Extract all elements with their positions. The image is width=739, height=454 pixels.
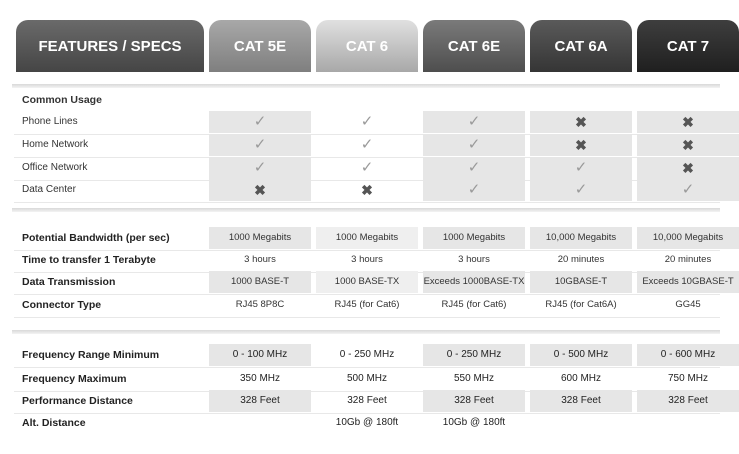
check-icon: ✓ (360, 136, 374, 153)
check-icon: ✓ (253, 136, 267, 153)
check-icon: ✓ (574, 181, 588, 198)
row-label: Phone Lines (22, 116, 78, 127)
frequency-cell: 0 - 600 MHz (637, 344, 739, 366)
spec-cell: Exceeds 1000BASE-TX (423, 271, 525, 293)
column-header-cat7 (637, 20, 739, 72)
cross-icon: ✖ (682, 114, 694, 130)
spec-cell: 1000 Megabits (423, 227, 525, 249)
column-header-label: CAT 6E (447, 37, 501, 55)
spec-cell: 1000 Megabits (209, 227, 311, 249)
usage-cell (209, 179, 311, 201)
section-separator (12, 84, 720, 88)
section-separator (12, 330, 720, 334)
column-header-label: CAT 5E (233, 37, 287, 55)
row-divider (14, 202, 720, 203)
row-label: Frequency Range Minimum (22, 349, 160, 361)
frequency-cell: 328 Feet (637, 390, 739, 412)
features-header (16, 20, 204, 72)
cross-icon: ✖ (682, 137, 694, 153)
row-label: Time to transfer 1 Terabyte (22, 254, 156, 266)
check-icon: ✓ (467, 159, 481, 176)
row-label: Home Network (22, 139, 89, 150)
check-icon: ✓ (253, 159, 267, 176)
frequency-cell: 328 Feet (347, 395, 387, 406)
spec-cell: RJ45 8P8C (235, 299, 285, 310)
spec-cell: RJ45 (for Cat6A) (545, 299, 617, 310)
usage-cell (423, 134, 525, 156)
spec-cell: RJ45 (for Cat6) (334, 299, 400, 310)
row-label: Connector Type (22, 299, 102, 311)
usage-cell (530, 179, 632, 201)
check-icon: ✓ (360, 159, 374, 176)
usage-cell (423, 111, 525, 133)
spec-cell: Exceeds 10GBASE-T (637, 271, 739, 293)
spec-cell: 1000 BASE-TX (316, 271, 418, 293)
frequency-cell: 600 MHz (560, 373, 601, 384)
frequency-cell: 0 - 500 MHz (530, 344, 632, 366)
frequency-cell: 350 MHz (239, 373, 280, 384)
spec-cell: RJ45 (for Cat6) (441, 299, 507, 310)
column-header-cat5e (209, 20, 311, 72)
spec-cell: 20 minutes (664, 254, 712, 265)
usage-cell (637, 179, 739, 201)
usage-cell (530, 111, 632, 133)
column-header-label: CAT 6A (554, 37, 608, 55)
usage-cell (316, 111, 418, 133)
frequency-cell: 0 - 250 MHz (423, 344, 525, 366)
column-header-cat6e (423, 20, 525, 72)
row-label: Office Network (22, 162, 88, 173)
spec-cell: 10GBASE-T (530, 271, 632, 293)
spec-cell: GG45 (675, 299, 701, 310)
section-separator (12, 208, 720, 212)
frequency-cell: 550 MHz (453, 373, 494, 384)
usage-cell (423, 179, 525, 201)
cross-icon: ✖ (575, 114, 587, 130)
check-icon: ✓ (467, 181, 481, 198)
spec-cell: 3 hours (351, 254, 383, 265)
column-header-cat6 (316, 20, 418, 72)
check-icon: ✓ (360, 113, 374, 130)
spec-cell: 10,000 Megabits (530, 227, 632, 249)
column-header-cat6a (530, 20, 632, 72)
usage-cell (316, 157, 418, 179)
features-header-label: FEATURES / SPECS (38, 37, 182, 55)
usage-cell (316, 179, 418, 201)
usage-cell (209, 134, 311, 156)
check-icon: ✓ (574, 159, 588, 176)
frequency-cell: 0 - 100 MHz (209, 344, 311, 366)
spec-cell: 10,000 Megabits (637, 227, 739, 249)
spec-cell: 20 minutes (557, 254, 605, 265)
spec-cell: 3 hours (244, 254, 276, 265)
frequency-cell: 328 Feet (209, 390, 311, 412)
cross-icon: ✖ (682, 160, 694, 176)
column-header-label: CAT 6 (345, 37, 389, 55)
spec-cell: 1000 Megabits (316, 227, 418, 249)
row-label: Alt. Distance (22, 417, 86, 429)
cross-icon: ✖ (575, 137, 587, 153)
common-usage-title: Common Usage (22, 94, 102, 106)
usage-cell (423, 157, 525, 179)
usage-cell (637, 134, 739, 156)
usage-cell (316, 134, 418, 156)
usage-cell (530, 134, 632, 156)
frequency-cell (209, 412, 311, 434)
cross-icon: ✖ (254, 182, 266, 198)
usage-cell (530, 157, 632, 179)
spec-cell: 3 hours (458, 254, 490, 265)
frequency-cell (637, 412, 739, 434)
row-label: Frequency Maximum (22, 373, 127, 385)
spec-cell: 1000 BASE-T (209, 271, 311, 293)
check-icon: ✓ (467, 136, 481, 153)
frequency-cell: 328 Feet (423, 390, 525, 412)
frequency-cell (530, 412, 632, 434)
row-divider (14, 317, 720, 318)
column-header-label: CAT 7 (666, 37, 710, 55)
frequency-cell: 750 MHz (667, 373, 708, 384)
check-icon: ✓ (467, 113, 481, 130)
usage-cell (209, 111, 311, 133)
row-label: Potential Bandwidth (per sec) (22, 232, 170, 244)
row-label: Data Transmission (22, 276, 116, 288)
row-label: Data Center (22, 184, 76, 195)
usage-cell (209, 157, 311, 179)
check-icon: ✓ (253, 113, 267, 130)
frequency-cell: 0 - 250 MHz (339, 349, 395, 360)
usage-cell (637, 157, 739, 179)
frequency-cell: 10Gb @ 180ft (442, 417, 506, 428)
check-icon: ✓ (681, 181, 695, 198)
frequency-cell: 10Gb @ 180ft (335, 417, 399, 428)
usage-cell (637, 111, 739, 133)
frequency-cell: 500 MHz (346, 373, 387, 384)
row-label: Performance Distance (22, 395, 133, 407)
cross-icon: ✖ (361, 182, 373, 198)
frequency-cell: 328 Feet (530, 390, 632, 412)
